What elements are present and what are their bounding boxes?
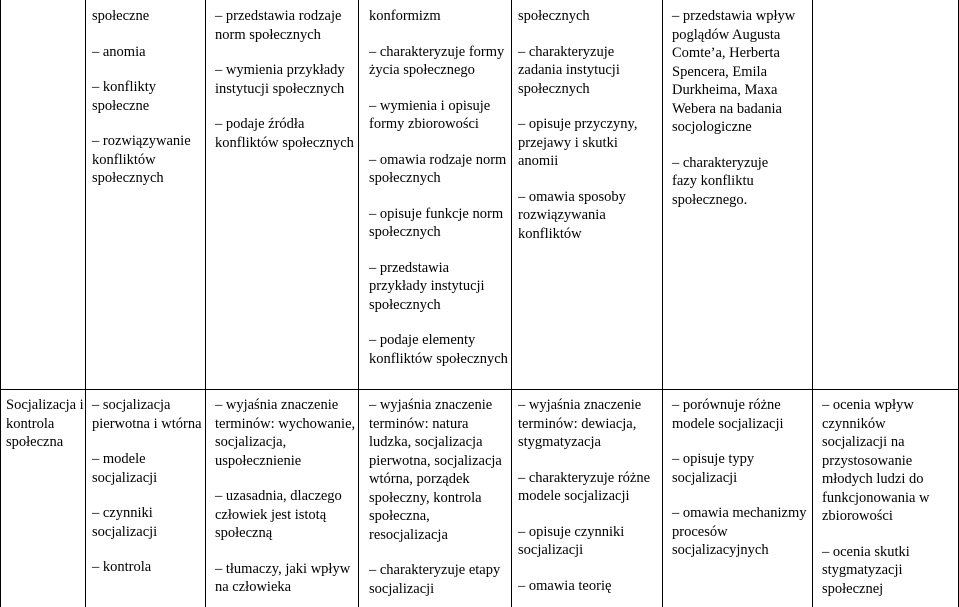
list-item: – opisuje funkcje norm społecznych: [369, 205, 504, 240]
cell-r2-c3: [369, 396, 509, 598]
cell-r1-c5: [672, 7, 796, 209]
list-item: – wyjaśnia znaczenie terminów: dewiacja, stygmatyzacja: [518, 397, 642, 450]
list-item: – socjalizacja pierwotna i wtórna: [92, 397, 202, 432]
list-item: – charakteryzuje fazy konfliktu społecznego.: [672, 154, 769, 208]
cell-r2-c2: [215, 396, 357, 597]
list-item: – konflikty społeczne: [92, 79, 157, 114]
text-line: konformizm: [369, 8, 441, 24]
text-line: społeczne: [92, 8, 150, 24]
list-item: – przedstawia przykłady instytucji społecznych: [369, 259, 485, 313]
list-item: – omawia sposoby rozwiązywania konfliktów: [518, 188, 626, 242]
cell-r1-c4: [518, 7, 660, 243]
cell-r1-c3: [369, 7, 509, 368]
col-border: [812, 0, 813, 607]
row-border: [0, 389, 959, 390]
list-item: – wyjaśnia znaczenie terminów: wychowanie, socjalizacja, uspołecznienie: [215, 397, 356, 469]
cell-r2-c1: [92, 396, 202, 577]
list-item: – omawia mechanizmy procesów socjalizacyjnych: [672, 505, 807, 558]
list-item: – porównuje różne modele socjalizacji: [672, 397, 784, 432]
section-title: Socjalizacja i kontrola społeczna: [6, 397, 84, 450]
cell-r1-c2: [215, 7, 355, 152]
list-item: – tłumaczy, jaki wpływ na człowieka: [215, 560, 351, 595]
list-item: – charakteryzuje etapy socjalizacji: [369, 562, 501, 597]
cell-r2-c6: [822, 396, 954, 598]
list-item: – podaje elementy konfliktów społecznych: [369, 332, 508, 367]
col-border: [205, 0, 206, 607]
list-item: – podaje źródła konfliktów społecznych: [215, 116, 354, 151]
col-border: [85, 0, 86, 607]
list-item: – wyjaśnia znaczenie terminów: natura ludzka, socjalizacja pierwotna, socjalizacja wtórna, porządek społeczny, kontrola społeczna, resocjalizacja: [369, 397, 502, 543]
cell-r2-c5: [672, 396, 808, 560]
list-item: – ocenia wpływ czynników socjalizacji na przystosowanie młodych ludzi do funkcjonowania w zbiorowości: [822, 397, 930, 524]
list-item: – opisuje typy socjalizacji: [672, 451, 755, 486]
list-item: – uzasadnia, dlaczego człowiek jest istotą społeczną: [215, 488, 342, 541]
list-item: – opisuje czynniki socjalizacji: [518, 523, 625, 558]
col-border: [511, 0, 512, 607]
list-item: – charakteryzuje formy życia społecznego: [369, 43, 505, 78]
list-item: – czynniki socjalizacji: [92, 505, 158, 540]
list-item: – opisuje przyczyny, przejawy i skutki anomii: [518, 116, 638, 169]
cell-r2-c4: [518, 396, 660, 595]
list-item: – ocenia skutki stygmatyzacji społecznej: [822, 543, 910, 597]
cell-r1-c1: [92, 7, 202, 188]
list-item: – anomia: [92, 43, 146, 60]
list-item: – omawia teorię: [518, 577, 612, 594]
list-item: – charakteryzuje zadania instytucji społecznych: [518, 43, 620, 97]
list-item: – wymienia i opisuje formy zbiorowości: [369, 97, 491, 132]
col-border: [0, 0, 1, 607]
list-item: – charakteryzuje różne modele socjalizacji: [518, 469, 651, 504]
list-item: – wymienia przykłady instytucji społecznych: [215, 62, 345, 97]
list-item: – rozwiązywanie konfliktów społecznych: [92, 133, 191, 186]
list-item: – przedstawia rodzaje norm społecznych: [215, 8, 342, 43]
list-item: – omawia rodzaje norm społecznych: [369, 151, 507, 186]
list-item: – modele socjalizacji: [92, 451, 158, 486]
list-item: – przedstawia wpływ poglądów Augusta Comte’a, Herberta Spencera, Emila Durkheima, Maxa Webera na badania socjologiczne: [672, 8, 796, 135]
cell-r2-c0: [6, 396, 84, 452]
list-item: – kontrola: [92, 559, 152, 575]
col-border: [358, 0, 359, 607]
col-border: [662, 0, 663, 607]
text-line: społecznych: [518, 8, 590, 24]
